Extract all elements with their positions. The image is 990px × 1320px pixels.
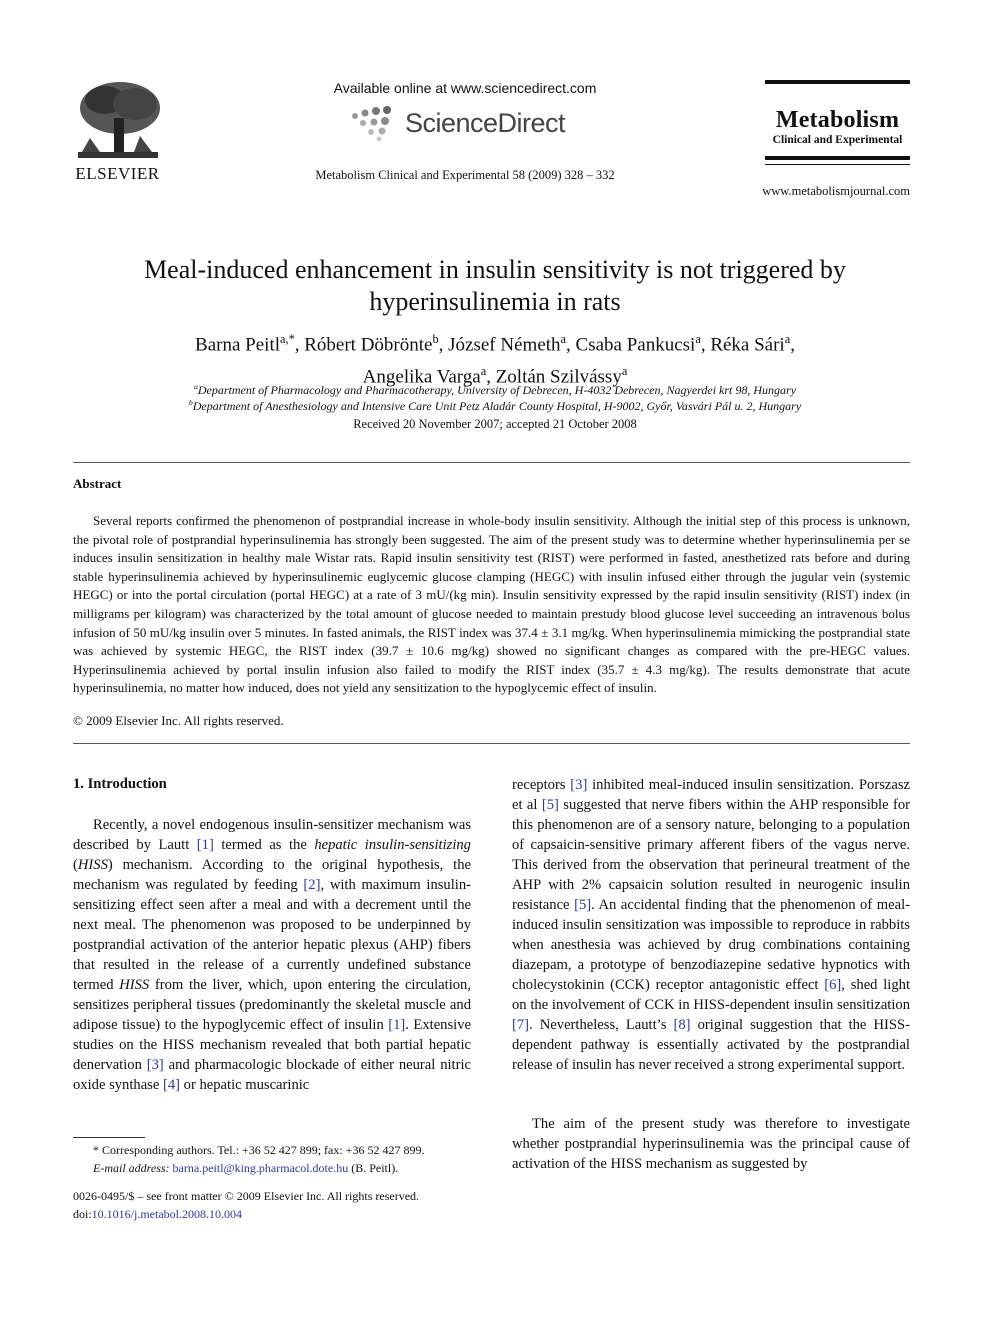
author-name: Angelika Varga [362,366,481,388]
footnote-rule [73,1137,145,1138]
email-link[interactable]: barna.peitl@king.pharmacol.dote.hu [172,1161,349,1175]
sciencedirect-dots-icon [345,104,401,144]
divider [73,743,910,744]
author-name: Réka Sári [710,334,785,356]
affiliation-a [75,382,915,398]
author-name: Róbert Döbrönte [304,334,433,356]
intro-column-2 [512,775,910,1075]
body-text: from the liver, which, upon entering the circulation, sensitizes peripheral tissues (predominantly the skeletal muscle and adipose tissue) to the hypoglycemic effect of insulin [73,977,471,1033]
footnote [73,1141,471,1177]
title-line-1: Meal-induced enhancement in insulin sensitivity is not triggered by [144,255,846,284]
italic-term: hepatic insulin-sensitizing [314,837,471,853]
author-separator: , [566,334,576,356]
doi-line [73,1205,419,1223]
author-affiliation-mark: a [560,332,567,346]
email-label: E-mail address: [93,1161,170,1175]
received-dates: Received 20 November 2007; accepted 21 October 2008 [353,417,637,431]
journal-rule-thin [765,164,910,165]
author-line-1 [80,326,910,358]
citation-link[interactable]: [1] [196,837,214,853]
elsevier-wordmark: ELSEVIER [75,164,160,183]
affiliation-b [75,398,915,414]
body-text: or hepatic muscarinic [180,1077,310,1093]
title-line-2: hyperinsulinemia in rats [369,287,621,316]
body-text: . An accidental finding that the phenomenon of meal-induced insulin sensitization was impossible to reproduce in rabbits when anesthesia was achieved by drug combinations containing diazepam, a prototype of benzodiazepine sedative hypnotics with cholecystokinin (CCK) receptor antagonistic effect [512,897,910,993]
section-heading-introduction: 1. Introduction [73,776,167,792]
body-text: , shed light on the involvement of CCK in HISS-dependent insulin sensitization [512,977,910,1013]
journal-rule-top [765,80,910,84]
abstract-heading: Abstract [73,476,122,491]
issn-line: 0026-0495/$ – see front matter © 2009 Elsevier Inc. All rights reserved. [73,1189,420,1203]
citation-link[interactable]: [4] [162,1077,181,1093]
citation-link[interactable]: [1] [388,1017,406,1033]
journal-url[interactable]: www.metabolismjournal.com [762,184,910,198]
author-separator: , [294,334,305,356]
author-name: Barna Peitl [195,334,280,356]
journal-subtitle: Clinical and Experimental [772,134,903,146]
email-suffix: (B. Peitl). [348,1161,399,1175]
author-affiliation-mark: a [695,332,701,346]
affiliation-mark: a [193,382,198,391]
abstract-body: Several reports confirmed the phenomenon of postprandial increase in whole-body insulin sensitivity. Although the initial step of this process is unknown, the pivotal role of postprandial hyperinsulinemia has strongly been suggested. The aim of the present study was to determine whether hyperinsulinemia per se induces insulin sensitization in healthy male Wistar rats. Rapid insulin sensitivity test (RIST) were performed in fasted, anesthetized rats before and during stable hyperinsulinemia achieved by hyperinsulinemic euglycemic glucose clamping (HEGC) with insulin infused either through the jugular vein (systemic HEGC) or into the portal circulation (portal HEGC) at a rate of 3 mU/(kg min). Insulin sensitivity expressed by the rapid insulin sensitivity (RIST) index (in milligrams per kilogram) was characterized by the total amount of glucose needed to maintain prestudy blood glucose level succeeding an intravenous bolus infusion of 50 mU/kg insulin over 5 minutes. In fasted animals, the RIST index was 37.4 ± 3.1 mg/kg. When hyperinsulinemia mimicking the postprandial state was achieved by systemic HEGC, the RIST index (39.7 ± 10.6 mg/kg) showed no significant changes as compared with the pre-HEGC values. Hyperinsulinemia achieved by portal insulin infusion also failed to modify the RIST index (35.7 ± 4.3 mg/kg). The results demonstrate that acute hyperinsulinemia, no matter how induced, does not yield any sensitization to the hypoglycemic effect of insulin. [73,513,910,696]
affiliation-text: Department of Pharmacology and Pharmacotherapy, University of Debrecen, H-4032 Debrecen, Nagyerdei krt 98, Hungary [197,383,797,397]
body-text: ( [73,857,78,873]
email-line [73,1159,471,1177]
citation-link[interactable]: [8] [673,1017,691,1033]
journal-title: Metabolism [775,107,900,133]
italic-term: HISS [119,977,150,993]
body-text: and pharmacologic blockade of either neural nitric oxide synthase [73,1057,471,1093]
citation-link[interactable]: [7] [512,1017,530,1033]
intro-column-2-paragraph-2: The aim of the present study was therefore to investigate whether postprandial hyperinsulinemia was the principal cause of activation of the HISS mechanism as suggested by [512,1116,910,1172]
article-title [80,254,910,318]
citation-link[interactable]: [3] [146,1057,164,1073]
corresponding-author-note: * Corresponding authors. Tel.: +36 52 427 899; fax: +36 52 427 899. [93,1143,425,1157]
author-affiliation-mark: b [432,332,439,346]
author-separator: , [700,334,711,356]
sciencedirect-wordmark: ScienceDirect [405,108,566,138]
citation-link[interactable]: [3] [570,777,588,793]
elsevier-tree-icon [70,78,165,162]
author-affiliation-mark: a [621,364,628,379]
doi-link[interactable]: 10.1016/j.metabol.2008.10.004 [91,1207,242,1221]
italic-term: HISS [77,857,108,873]
body-text: . Nevertheless, Lautt’s [529,1017,674,1033]
affiliation-mark: b [188,398,193,407]
available-online-text: Available online at www.sciencedirect.com [333,80,597,96]
intro-column-1 [73,815,471,1095]
citation-link[interactable]: [5] [574,897,592,913]
body-text: Recently, a novel endogenous insulin-sensitizer mechanism was described by Lautt [73,817,471,853]
body-text: original suggestion that the HISS-dependent pathway is essentially activated by the postprandial release of insulin has never received a strong experimental support. [512,1017,910,1073]
journal-citation: Metabolism Clinical and Experimental 58 (2009) 328 – 332 [315,168,615,182]
journal-rule-bottom [765,156,910,160]
body-text: , with maximum insulin-sensitizing effect seen after a meal and with a decrement until the next meal. The phenomenon was proposed to be underpinned by postprandial activation of the anterior hepatic plexus (AHP) fibers that resulted in the release of a currently undefined substance termed [73,877,471,993]
author-affiliation-mark: a [480,364,487,379]
front-matter [73,1187,419,1223]
author-affiliation-mark: a,* [280,332,295,346]
body-text: inhibited meal-induced insulin sensitization. Porszasz et al [512,777,910,813]
body-text: ) mechanism. According to the original hypothesis, the mechanism was regulated by feeding [73,857,471,893]
author-separator: , [438,334,449,356]
body-text: . Extensive studies on the HISS mechanism revealed that both partial hepatic denervation [73,1017,471,1073]
sciencedirect-logo [345,104,585,144]
divider [73,462,910,463]
author-name: Zoltán Szilvássy [495,366,622,388]
author-name: József Németh [448,334,561,356]
citation-link[interactable]: [2] [303,877,321,893]
body-text: suggested that nerve fibers within the AHP responsible for this phenomenon are of a sensory nature, belonging to a population of capsaicin-sensitive primary afferent fibers of the vagus nerve. This derived from the observation that perineural treatment of the AHP with 2% capsaicin solution resulted in neurogenic insulin resistance [512,797,910,913]
author-name: Csaba Pankucsi [575,334,696,356]
author-separator: , [790,334,795,356]
citation-link[interactable]: [5] [541,797,559,813]
doi-label: doi: [73,1207,92,1221]
author-affiliation-mark: a [784,332,791,346]
affiliation-text: Department of Anesthesiology and Intensive Care Unit Petz Aladár County Hospital, H-9002, Győr, Vasvári Pál u. 2, Hungary [192,399,802,413]
body-text: receptors [512,777,571,793]
citation-link[interactable]: [6] [824,977,842,993]
abstract-copyright: © 2009 Elsevier Inc. All rights reserved. [73,713,284,728]
elsevier-logo [70,78,165,188]
body-text: termed as the [213,837,315,853]
author-separator: , [486,366,496,388]
author-list [80,326,910,391]
